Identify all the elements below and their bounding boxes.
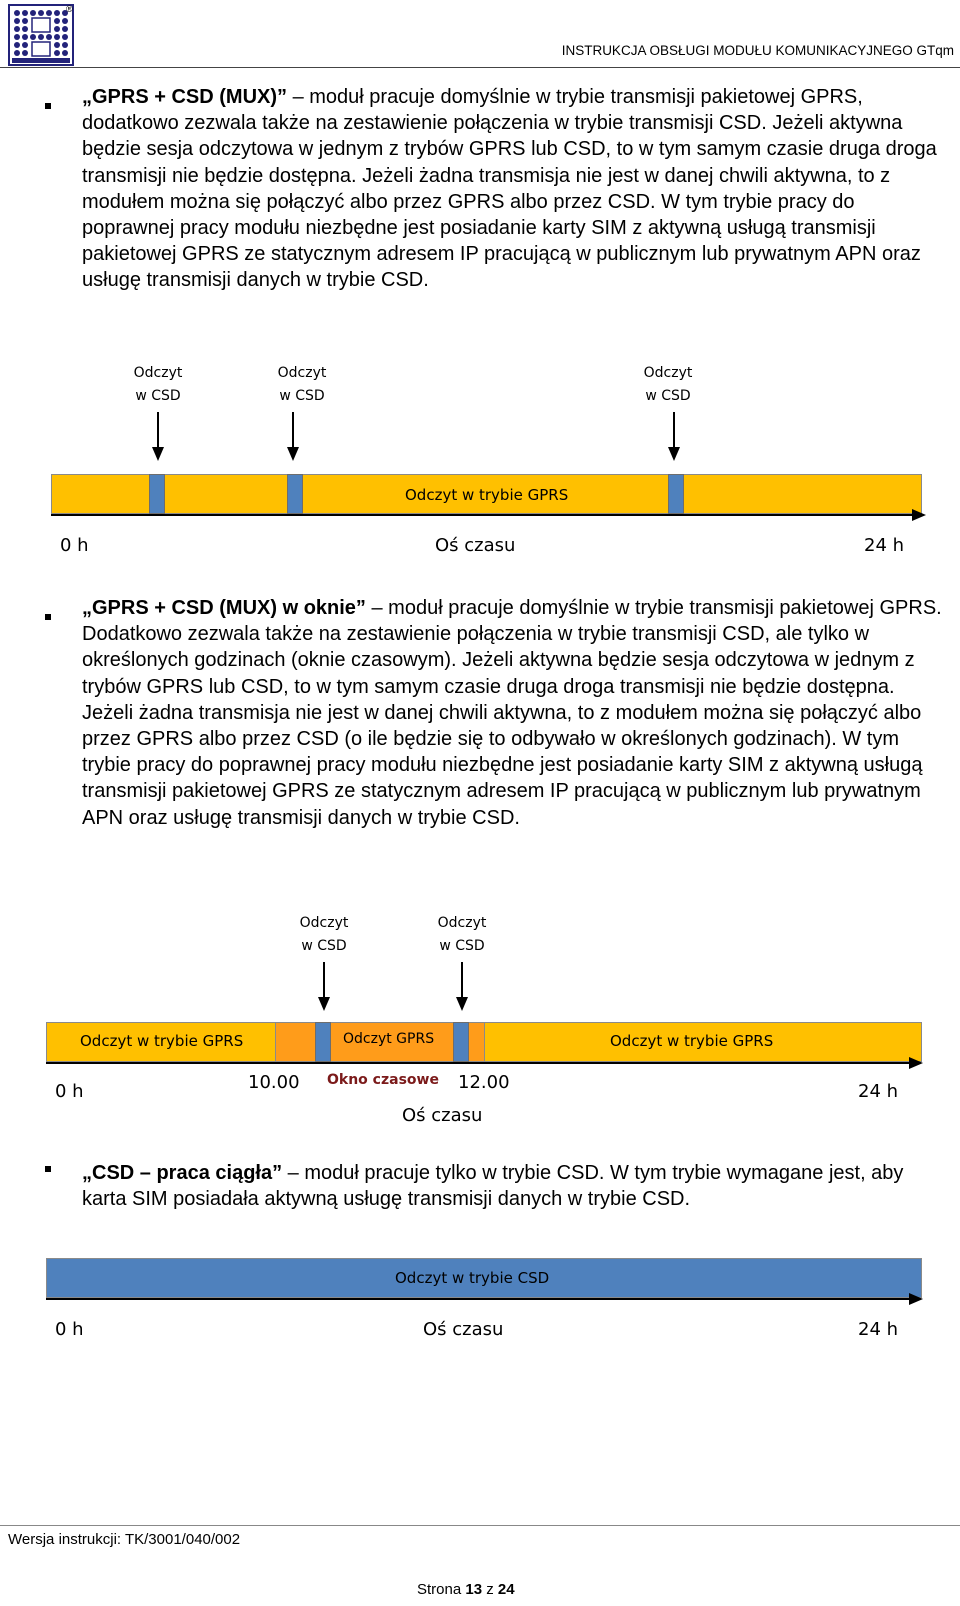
gprs-bar-label: Odczyt w trybie GPRS — [405, 486, 569, 504]
time-window-label: Okno czasowe — [327, 1072, 439, 1088]
registered-mark: ® — [66, 4, 73, 14]
arrow-line — [157, 412, 159, 448]
document-version: Wersja instrukcji: TK/3001/040/002 — [8, 1531, 241, 1548]
bullet-icon — [45, 614, 51, 620]
csd-read-label: Odczyt w CSD — [299, 915, 349, 954]
csd-slot — [315, 1022, 331, 1062]
section-title: „GPRS + CSD (MUX)” — [82, 86, 288, 108]
gprs-bar-label: Odczyt w trybie GPRS — [80, 1032, 244, 1050]
axis-end-label: 24 h — [858, 1319, 899, 1340]
arrow-line — [323, 962, 325, 998]
section-gprs-csd-mux — [82, 84, 942, 294]
time-axis — [46, 1298, 912, 1300]
axis-title: Oś czasu — [435, 535, 516, 556]
section-csd-continuous — [82, 1160, 942, 1212]
arrow-down-icon — [152, 447, 164, 461]
gprs-bar-label: Odczyt w trybie GPRS — [610, 1032, 774, 1050]
axis-end-label: 24 h — [864, 535, 905, 556]
csd-slot — [668, 474, 684, 514]
csd-slot — [287, 474, 303, 514]
axis-start-label: 0 h — [60, 535, 89, 556]
document-header-title: INSTRUKCJA OBSŁUGI MODUŁU KOMUNIKACYJNEGO GTqm — [561, 43, 954, 58]
axis-end-label: 24 h — [858, 1081, 899, 1102]
arrow-line — [461, 962, 463, 998]
section-body: – moduł pracuje domyślnie w trybie transmisji pakietowej GPRS, dodatkowo zezwala także na zestawienie połączenia w trybie transmisji CSD. Jeżeli aktywna będzie sesja odczytowa w jednym z trybów GPRS lub CSD, to w tym samym czasie druga droga transmisji nie będzie dostępna. Jeżeli żadna transmisja nie jest w danej chwili aktywna, to z modułem można się połączyć albo przez GPRS albo przez CSD. W tym trybie pracy do poprawnej pracy modułu niezbędne jest posiadanie karty SIM z aktywną usługą transmisji pakietowej GPRS ze statycznym adresem IP pracującą w publicznym lub prywatnym APN oraz usługę transmisji danych w trybie CSD. — [82, 86, 937, 292]
company-logo-icon — [8, 4, 74, 66]
csd-slot — [149, 474, 165, 514]
arrow-down-icon — [318, 997, 330, 1011]
time-axis — [46, 1062, 912, 1064]
window-start-label: 10.00 — [248, 1072, 300, 1093]
bullet-icon — [45, 1166, 51, 1172]
arrow-down-icon — [287, 447, 299, 461]
section-body: – moduł pracuje domyślnie w trybie transmisji pakietowej GPRS. Dodatkowo zezwala także na zestawienie połączenia w trybie transmisji CSD, ale tylko w określonych godzinach (oknie czasowym). Jeżeli aktywna będzie sesja odczytowa w jednym z trybów GPRS lub CSD, to w tym samym czasie druga droga transmisji nie będzie dostępna. Jeżeli żadna transmisja nie jest w danej chwili aktywna, to z modułem można się połączyć albo przez GPRS albo przez CSD (o ile będzie się to odbywało w określonych godzinach). W tym trybie pracy do poprawnej pracy modułu niezbędne jest posiadanie karty SIM z aktywną usługą transmisji pakietowej GPRS ze statycznym adresem IP pracującą w publicznym lub prywatnym APN oraz usługę transmisji danych w trybie CSD. — [82, 597, 942, 829]
arrow-right-icon — [909, 1293, 923, 1305]
csd-read-label: Odczyt w CSD — [643, 365, 693, 404]
gprs-window-label: Odczyt GPRS — [343, 1031, 435, 1047]
csd-slot — [453, 1022, 469, 1062]
csd-read-label: Odczyt w CSD — [437, 915, 487, 954]
axis-start-label: 0 h — [55, 1319, 84, 1340]
header-divider — [0, 67, 960, 68]
csd-bar-label: Odczyt w trybie CSD — [395, 1269, 550, 1287]
arrow-right-icon — [909, 1057, 923, 1069]
arrow-right-icon — [912, 509, 926, 521]
arrow-down-icon — [668, 447, 680, 461]
csd-read-label: Odczyt w CSD — [277, 365, 327, 404]
section-gprs-csd-mux-window — [82, 595, 942, 831]
window-end-label: 12.00 — [458, 1072, 510, 1093]
footer-divider — [0, 1525, 960, 1526]
section-title: „CSD – praca ciągła” — [82, 1162, 283, 1184]
axis-start-label: 0 h — [55, 1081, 84, 1102]
axis-title: Oś czasu — [423, 1319, 504, 1340]
page-number: Strona 13 z 24 — [417, 1581, 515, 1598]
arrow-line — [673, 412, 675, 448]
section-title: „GPRS + CSD (MUX) w oknie” — [82, 597, 366, 619]
bullet-icon — [45, 103, 51, 109]
arrow-down-icon — [456, 997, 468, 1011]
section-body: – moduł pracuje tylko w trybie CSD. W tym trybie wymagane jest, aby karta SIM posiadała aktywną usługę transmisji danych w trybie CSD. — [82, 1162, 904, 1211]
csd-read-label: Odczyt w CSD — [133, 365, 183, 404]
arrow-line — [292, 412, 294, 448]
axis-title: Oś czasu — [402, 1105, 483, 1126]
time-axis — [51, 514, 915, 516]
